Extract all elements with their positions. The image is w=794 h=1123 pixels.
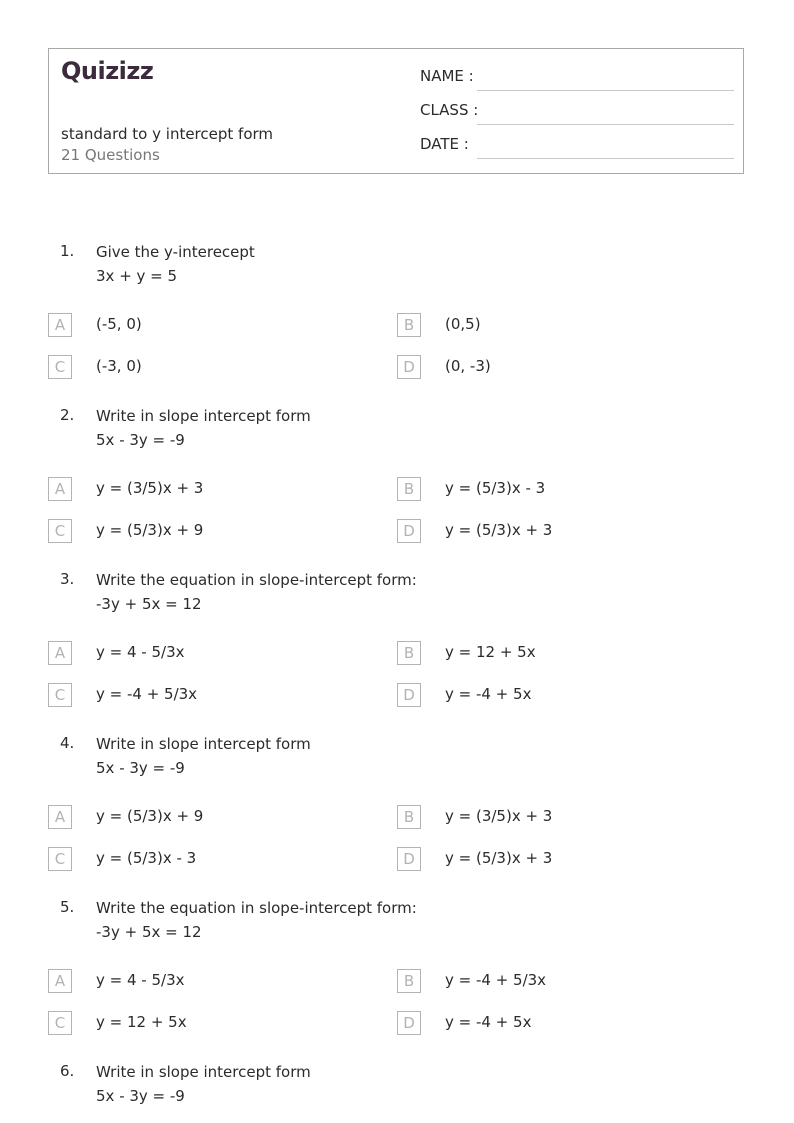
question-prompt: Give the y-interecept [96,243,255,261]
option-text: y = -4 + 5x [445,685,532,703]
name-field[interactable] [420,67,734,91]
question-number: 2. [60,406,75,424]
option-letter-box[interactable]: C [48,847,72,871]
answer-option[interactable] [48,477,388,501]
question-equation: -3y + 5x = 12 [96,595,202,613]
date-label: DATE : [420,135,469,153]
question-equation: -3y + 5x = 12 [96,923,202,941]
question-count: 21 Questions [61,146,160,164]
question-prompt: Write in slope intercept form [96,1063,311,1081]
option-text: (0, -3) [445,357,491,375]
answer-option[interactable] [48,355,388,379]
option-text: y = 4 - 5/3x [96,643,185,661]
question-prompt: Write in slope intercept form [96,735,311,753]
option-letter-box[interactable]: D [397,1011,421,1035]
option-text: y = (5/3)x + 3 [445,521,553,539]
answer-option[interactable] [48,313,388,337]
option-letter-box[interactable]: D [397,683,421,707]
answer-option[interactable] [48,1011,388,1035]
option-letter-box[interactable]: D [397,355,421,379]
answer-option[interactable] [397,477,737,501]
question-prompt: Write the equation in slope-intercept form: [96,899,417,917]
question-number: 4. [60,734,75,752]
option-text: y = (5/3)x - 3 [445,479,546,497]
option-text: y = (3/5)x + 3 [96,479,204,497]
option-letter-box[interactable]: A [48,313,72,337]
class-field[interactable] [420,101,734,125]
class-label: CLASS : [420,101,479,119]
answer-option[interactable] [397,805,737,829]
option-letter-box[interactable]: B [397,477,421,501]
option-letter-box[interactable]: A [48,641,72,665]
quizizz-logo: Quizizz [61,57,154,85]
option-text: y = (5/3)x - 3 [96,849,197,867]
answer-option[interactable] [397,641,737,665]
option-letter-box[interactable]: B [397,641,421,665]
option-text: y = 4 - 5/3x [96,971,185,989]
option-text: y = (5/3)x + 9 [96,521,204,539]
class-line[interactable] [477,124,734,125]
option-letter-box[interactable]: C [48,1011,72,1035]
date-field[interactable] [420,135,734,159]
option-text: y = -4 + 5/3x [96,685,198,703]
option-letter-box[interactable]: A [48,477,72,501]
question-text-block [96,568,417,616]
worksheet-title: standard to y intercept form [61,125,274,143]
question-text-block [96,240,255,288]
option-text: y = (5/3)x + 9 [96,807,204,825]
option-text: y = -4 + 5/3x [445,971,547,989]
date-line[interactable] [477,158,734,159]
option-text: y = (5/3)x + 3 [445,849,553,867]
question-text-block [96,404,311,452]
answer-option[interactable] [48,847,388,871]
option-letter-box[interactable]: C [48,683,72,707]
option-letter-box[interactable]: B [397,969,421,993]
option-letter-box[interactable]: D [397,847,421,871]
option-letter-box[interactable]: B [397,805,421,829]
option-letter-box[interactable]: C [48,355,72,379]
question-number: 5. [60,898,75,916]
option-letter-box[interactable]: C [48,519,72,543]
option-text: (0,5) [445,315,481,333]
answer-option[interactable] [397,847,737,871]
option-text: y = -4 + 5x [445,1013,532,1031]
answer-option[interactable] [48,805,388,829]
question-text-block [96,896,417,944]
question-text-block [96,732,311,780]
answer-option[interactable] [397,355,737,379]
option-text: y = (3/5)x + 3 [445,807,553,825]
question-prompt: Write the equation in slope-intercept form: [96,571,417,589]
question-number: 1. [60,242,75,260]
question-equation: 5x - 3y = -9 [96,1087,185,1105]
question-number: 6. [60,1062,75,1080]
option-text: y = 12 + 5x [96,1013,187,1031]
name-label: NAME : [420,67,474,85]
option-letter-box[interactable]: B [397,313,421,337]
option-letter-box[interactable]: A [48,969,72,993]
answer-option[interactable] [48,969,388,993]
option-text: (-5, 0) [96,315,142,333]
question-equation: 5x - 3y = -9 [96,431,185,449]
answer-option[interactable] [397,683,737,707]
option-text: (-3, 0) [96,357,142,375]
answer-option[interactable] [48,641,388,665]
question-text-block [96,1060,311,1108]
option-letter-box[interactable]: D [397,519,421,543]
question-equation: 3x + y = 5 [96,267,178,285]
question-number: 3. [60,570,75,588]
answer-option[interactable] [397,313,737,337]
answer-option[interactable] [48,519,388,543]
answer-option[interactable] [397,1011,737,1035]
answer-option[interactable] [397,969,737,993]
answer-option[interactable] [397,519,737,543]
question-prompt: Write in slope intercept form [96,407,311,425]
question-equation: 5x - 3y = -9 [96,759,185,777]
option-letter-box[interactable]: A [48,805,72,829]
answer-option[interactable] [48,683,388,707]
worksheet-header [48,48,744,174]
name-line[interactable] [477,90,734,91]
option-text: y = 12 + 5x [445,643,536,661]
